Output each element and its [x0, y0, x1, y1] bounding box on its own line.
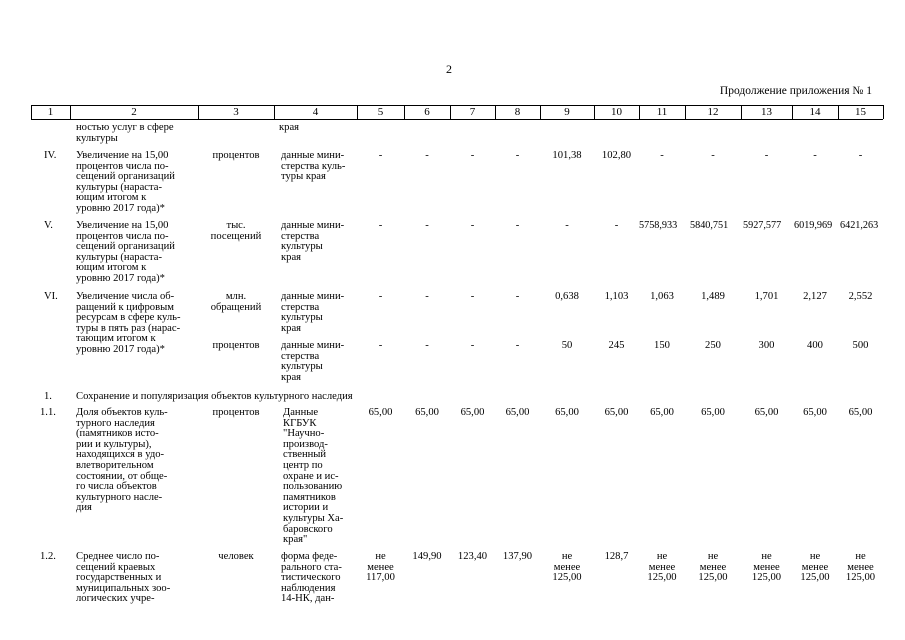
row-number: IV. — [44, 150, 57, 161]
source-cell: данные мини- стерства культуры края — [281, 220, 345, 263]
value-cell: 1,701 — [754, 291, 779, 302]
value-cell: 500 — [852, 340, 869, 351]
source-cell: данные мини- стерства культуры края — [281, 291, 345, 334]
value-cell: - — [515, 340, 520, 351]
unit-cell: процентов — [212, 340, 260, 351]
unit-cell: человек — [218, 551, 254, 562]
value-cell: 5927,577 — [743, 220, 782, 231]
indicator-name: Среднее число по- сещений краевых государственных и муниципальных зоо- логических учре- — [76, 551, 171, 605]
value-cell: 250 — [705, 340, 721, 351]
value-cell: 65,00 — [848, 407, 873, 418]
value-cell: - — [378, 150, 383, 161]
value-cell: не менее 125,00 — [552, 551, 582, 584]
value-cell: - — [515, 291, 520, 302]
value-cell: не менее 125,00 — [800, 551, 830, 584]
row-number: 1.1. — [40, 407, 56, 418]
section-title: Сохранение и популяризация объектов культурного наследия — [76, 391, 353, 402]
indicator-name: Увеличение числа об- ращений к цифровым ресурсам в сфере куль- туры в пять раз (нарас- тающим итогом к уровню 2017 года)* — [76, 291, 181, 355]
value-cell: 0,638 — [555, 291, 579, 302]
value-cell: - — [425, 340, 429, 351]
value-cell: - — [470, 291, 475, 302]
value-cell: - — [470, 150, 475, 161]
value-cell: 50 — [561, 340, 573, 351]
value-cell: - — [813, 150, 817, 161]
unit-cell: тыс. посещений — [210, 220, 262, 242]
value-cell: 65,00 — [505, 407, 530, 418]
column-header: 8 — [514, 106, 521, 118]
value-cell: - — [425, 150, 429, 161]
source-cell: данные мини- стерства культуры края — [281, 340, 345, 383]
column-header: 12 — [707, 106, 719, 118]
source-cell: данные мини- стерства куль- туры края — [281, 150, 346, 183]
header-divider — [883, 105, 884, 119]
indicator-name: Доля объектов куль- турного наследия (памятников исто- рии и культуры), находящихся в удо- влетворительном состоянии, от обще- го числа объектов культурного насле- дия — [76, 407, 168, 514]
column-header: 13 — [761, 106, 772, 118]
value-cell: - — [764, 150, 769, 161]
value-cell: 101,38 — [552, 150, 582, 161]
value-cell: не менее 125,00 — [751, 551, 782, 584]
value-cell: 65,00 — [650, 407, 674, 418]
unit-cell: процентов — [212, 407, 260, 418]
value-cell: 65,00 — [754, 407, 779, 418]
carryover-indicator-text: ностью услуг в сфере культуры — [76, 122, 174, 144]
column-header: 5 — [377, 106, 384, 118]
value-cell: 65,00 — [555, 407, 579, 418]
value-cell: не менее 125,00 — [647, 551, 677, 584]
value-cell: 2,127 — [803, 291, 827, 302]
column-header: 7 — [469, 106, 476, 118]
value-cell: 2,552 — [848, 291, 873, 302]
row-number: 1.2. — [40, 551, 56, 562]
value-cell: - — [614, 220, 619, 231]
column-header: 4 — [312, 106, 319, 118]
value-cell: - — [425, 291, 429, 302]
value-cell: - — [660, 150, 664, 161]
value-cell: 1,489 — [701, 291, 725, 302]
column-header: 3 — [233, 106, 239, 118]
continuation-caption: Продолжение приложения № 1 — [719, 85, 872, 97]
row-number: VI. — [44, 291, 58, 302]
value-cell: - — [470, 340, 475, 351]
value-cell: не менее 117,00 — [366, 551, 395, 584]
value-cell: 65,00 — [701, 407, 725, 418]
value-cell: 5758,933 — [639, 220, 678, 231]
value-cell: 5840,751 — [690, 220, 729, 231]
indicator-name: Увеличение на 15,00 процентов числа по- сещений организаций культуры (нараста- ющим итогом к уровню 2017 года)* — [76, 220, 175, 284]
value-cell: - — [425, 220, 429, 231]
value-cell: - — [515, 220, 520, 231]
value-cell: 65,00 — [803, 407, 827, 418]
column-header: 14 — [809, 106, 821, 118]
value-cell: 65,00 — [604, 407, 629, 418]
value-cell: 300 — [758, 340, 775, 351]
value-cell: 400 — [807, 340, 823, 351]
unit-cell: процентов — [212, 150, 260, 161]
value-cell: - — [470, 220, 475, 231]
column-header: 15 — [855, 106, 866, 118]
value-cell: 6019,969 — [794, 220, 833, 231]
value-cell: 123,40 — [457, 551, 488, 562]
value-cell: 150 — [654, 340, 670, 351]
column-header: 10 — [611, 106, 622, 118]
value-cell: 128,7 — [604, 551, 629, 562]
value-cell: 1,063 — [650, 291, 674, 302]
value-cell: 65,00 — [460, 407, 485, 418]
value-cell: 149,90 — [412, 551, 442, 562]
source-cell: Данные КГБУК "Научно- производ- ственный центр по охране и ис- пользованию памятников истории и культуры Ха- баровского края" — [283, 407, 344, 546]
section-number: 1. — [44, 391, 52, 402]
value-cell: 65,00 — [415, 407, 439, 418]
value-cell: 137,90 — [502, 551, 533, 562]
value-cell: - — [378, 220, 383, 231]
row-number: V. — [44, 220, 53, 231]
value-cell: 102,80 — [601, 150, 632, 161]
value-cell: 245 — [608, 340, 625, 351]
value-cell: - — [378, 340, 383, 351]
page-number: 2 — [446, 62, 452, 76]
source-cell: форма феде- рального ста- тистического наблюдения 14-НК, дан- — [281, 551, 342, 605]
column-header: 2 — [131, 106, 137, 118]
column-header: 6 — [424, 106, 430, 118]
value-cell: - — [858, 150, 863, 161]
value-cell: не менее 125,00 — [845, 551, 876, 584]
column-header: 9 — [564, 106, 570, 118]
value-cell: - — [711, 150, 715, 161]
carryover-source-text: края — [279, 122, 300, 133]
value-cell: 1,103 — [604, 291, 629, 302]
value-cell: 6421,263 — [840, 220, 879, 231]
column-header: 11 — [656, 106, 668, 118]
value-cell: не менее 125,00 — [698, 551, 728, 584]
indicator-name: Увеличение на 15,00 процентов числа по- сещений организаций культуры (нараста- ющим итогом к уровню 2017 года)* — [76, 150, 175, 214]
value-cell: 65,00 — [368, 407, 393, 418]
value-cell: - — [378, 291, 383, 302]
header-bottom-line — [31, 119, 883, 120]
unit-cell: млн. обращений — [210, 291, 262, 313]
value-cell: - — [565, 220, 569, 231]
column-header: 1 — [47, 106, 54, 118]
value-cell: - — [515, 150, 520, 161]
